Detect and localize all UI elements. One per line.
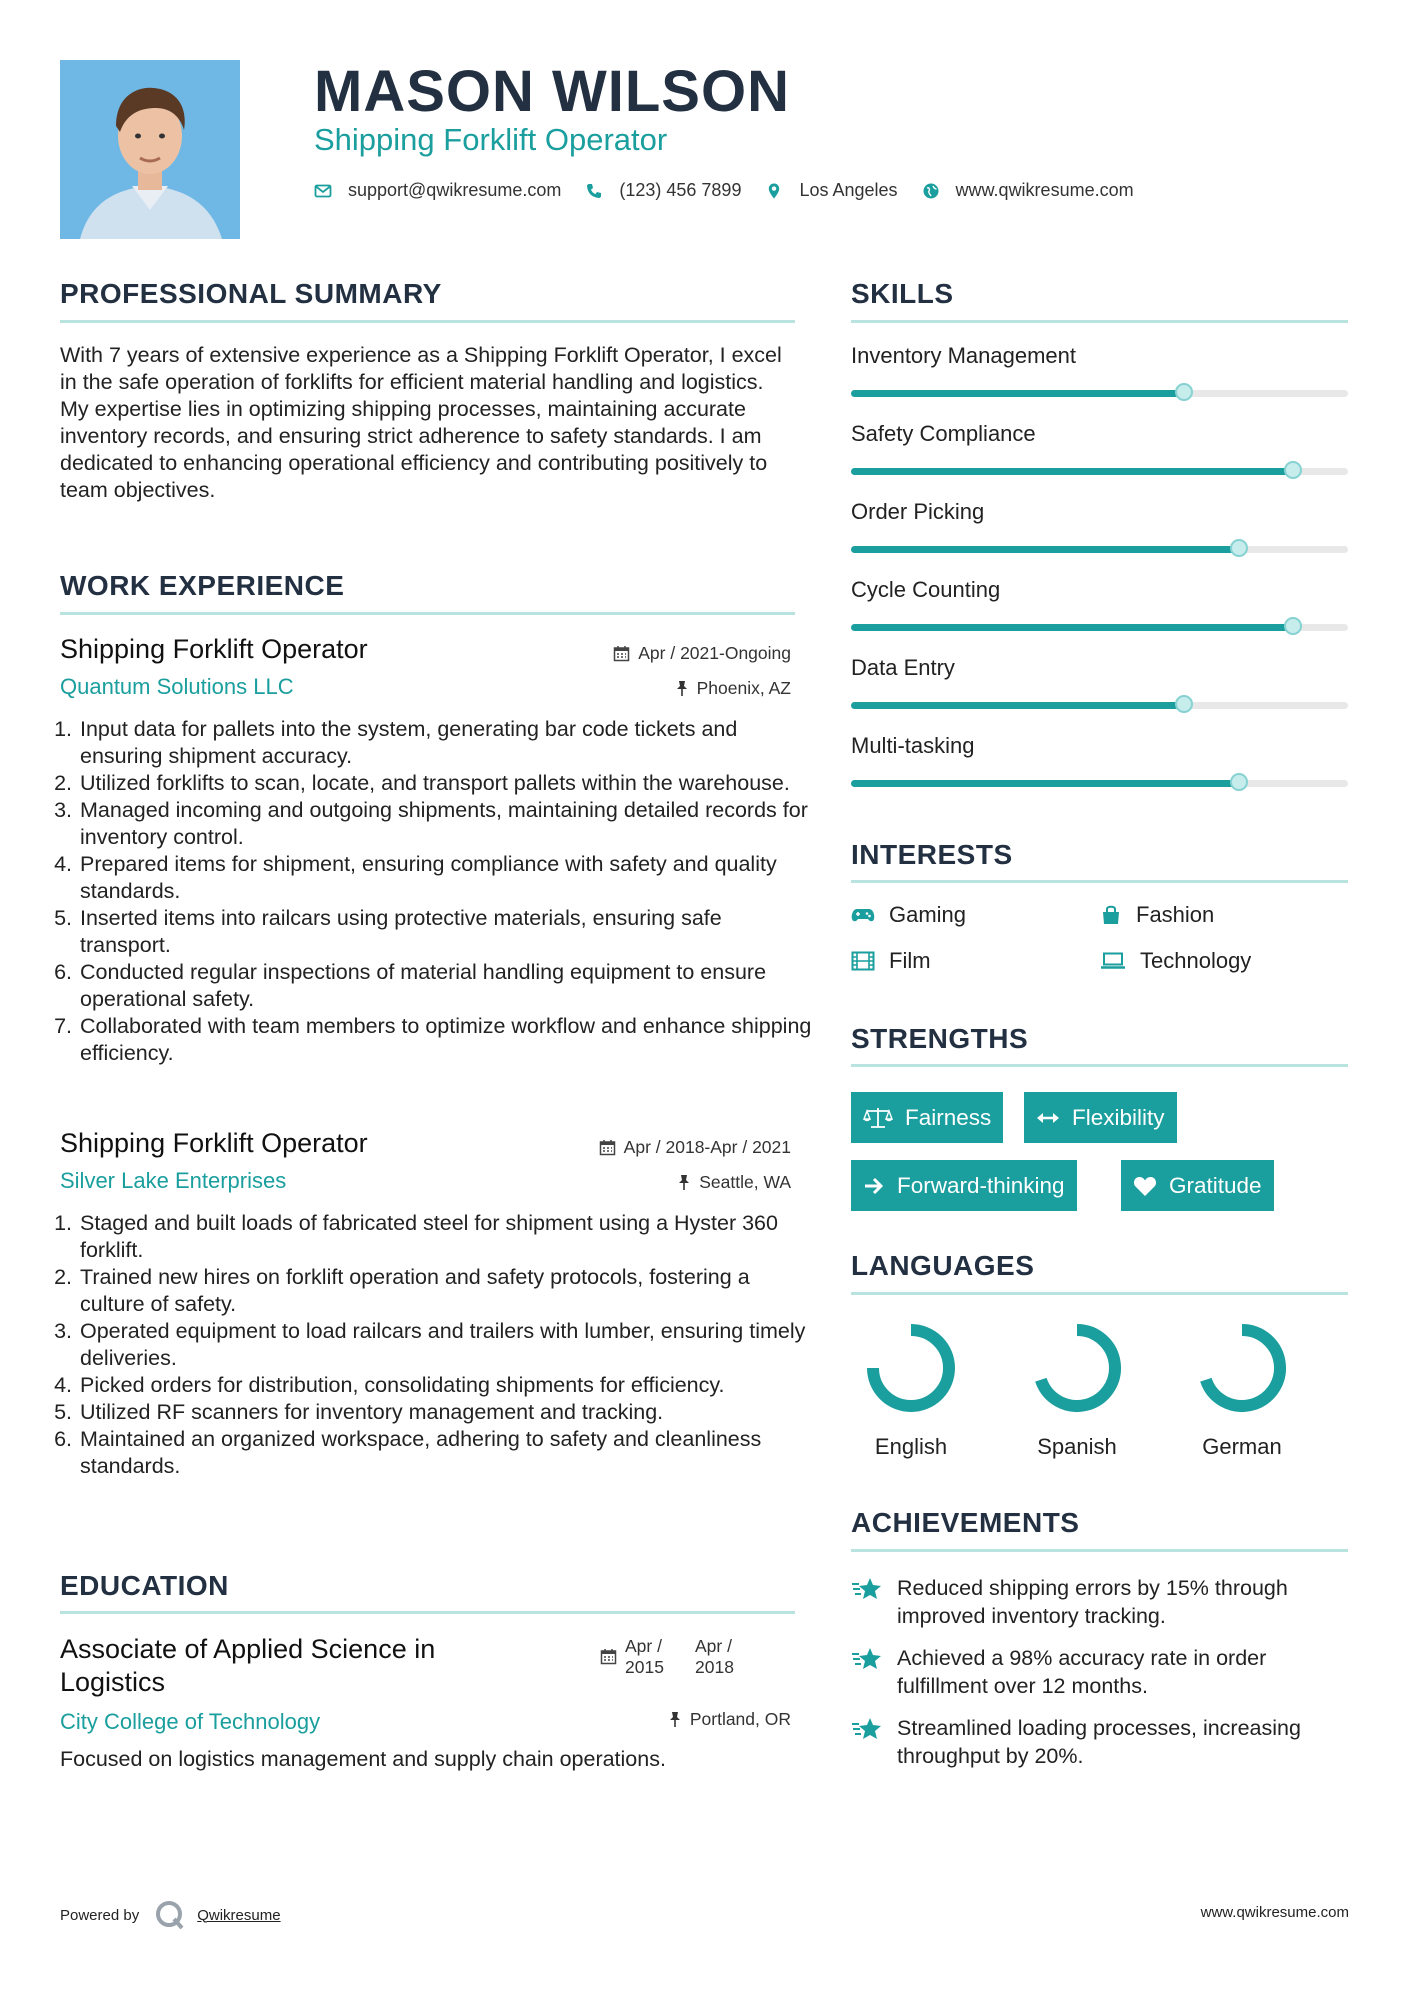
candidate-title: Shipping Forklift Operator bbox=[314, 122, 668, 157]
map-pin-icon bbox=[765, 182, 783, 200]
job-1-company: Quantum Solutions LLC bbox=[60, 674, 294, 699]
skill-bar-fill bbox=[851, 702, 1184, 709]
languages-heading: LANGUAGES bbox=[851, 1250, 1035, 1281]
skill-label: Safety Compliance bbox=[851, 421, 1036, 446]
shooting-star-icon bbox=[851, 1646, 883, 1672]
job-2-title: Shipping Forklift Operator bbox=[60, 1128, 368, 1158]
language-label: English bbox=[874, 1434, 948, 1459]
interest-label: Film bbox=[889, 948, 931, 973]
strengths-rule bbox=[851, 1064, 1348, 1067]
education-school: City College of Technology bbox=[60, 1709, 321, 1734]
interest-label: Technology bbox=[1140, 948, 1252, 973]
arrow-right-icon bbox=[863, 1176, 885, 1196]
job-2-company: Silver Lake Enterprises bbox=[60, 1168, 287, 1193]
duty-item: 7. Collaborated with team members to optimize workflow and enhance shipping efficiency. bbox=[78, 1013, 818, 1067]
achievements-rule bbox=[851, 1549, 1348, 1552]
skill-label: Inventory Management bbox=[851, 343, 1077, 368]
education-location bbox=[668, 1709, 791, 1730]
skill-label: Data Entry bbox=[851, 655, 955, 680]
job-1-dates-text: Apr / 2021-Ongoing bbox=[638, 643, 791, 663]
duty-item: 3. Operated equipment to load railcars and trailers with lumber, ensuring timely deliveries. bbox=[78, 1318, 818, 1372]
footer-website[interactable]: www.qwikresume.com bbox=[1200, 1904, 1349, 1921]
duty-item: 1. Input data for pallets into the system, generating bar code tickets and ensuring shipment accuracy. bbox=[78, 716, 818, 770]
language-ring bbox=[1192, 1318, 1292, 1418]
job-1-title: Shipping Forklift Operator bbox=[60, 634, 368, 664]
education-degree: Associate of Applied Science in Logistics bbox=[60, 1634, 436, 1697]
experience-rule bbox=[60, 612, 795, 615]
duty-item: 5. Utilized RF scanners for inventory management and tracking. bbox=[78, 1399, 818, 1426]
skills-heading: SKILLS bbox=[851, 278, 954, 309]
education-start-month: Apr / bbox=[625, 1636, 662, 1656]
interest-fashion bbox=[1100, 902, 1214, 928]
avatar-illustration bbox=[60, 60, 240, 239]
education-start bbox=[625, 1636, 677, 1678]
strength-forward-thinking bbox=[851, 1160, 1077, 1211]
strength-gratitude bbox=[1121, 1160, 1274, 1211]
summary-heading: PROFESSIONAL SUMMARY bbox=[60, 278, 442, 309]
summary-rule bbox=[60, 320, 795, 323]
job-2-dates-text: Apr / 2018-Apr / 2021 bbox=[623, 1137, 791, 1157]
envelope-icon bbox=[314, 182, 332, 200]
achievement-text: Streamlined loading processes, increasing throughput by 20%. bbox=[897, 1716, 1301, 1768]
summary-text: With 7 years of extensive experience as a Shipping Forklift Operator, I excel in the safe operation of forklifts for efficient material handling and logistics. My expertise lies in optimizing shipping processes, maintaining accurate inventory records, and ensuring strict adherence to safety standards. I am dedicated to enhancing operational efficiency and contributing positively to team objectives. bbox=[60, 343, 782, 502]
skill-bar-knob bbox=[1284, 461, 1302, 479]
language-ring bbox=[1027, 1318, 1127, 1418]
job-1-dates bbox=[613, 643, 791, 664]
calendar-icon bbox=[599, 1139, 616, 1156]
interest-gaming bbox=[851, 902, 966, 928]
skill-bar bbox=[851, 624, 1348, 631]
skills-rule bbox=[851, 320, 1348, 323]
strength-label: Gratitude bbox=[1169, 1172, 1262, 1198]
education-description: Focused on logistics management and supply chain operations. bbox=[60, 1747, 666, 1771]
duty-item: 4. Prepared items for shipment, ensuring compliance with safety and quality standards. bbox=[78, 851, 818, 905]
phone-icon bbox=[585, 182, 603, 200]
duty-item: 4. Picked orders for distribution, consolidating shipments for efficiency. bbox=[78, 1372, 818, 1399]
job-1-location-text: Phoenix, AZ bbox=[696, 678, 791, 698]
gamepad-icon bbox=[851, 906, 875, 924]
profile-photo bbox=[60, 60, 240, 239]
skill-bar bbox=[851, 702, 1348, 709]
achievement-item bbox=[851, 1644, 1351, 1700]
contact-bar bbox=[314, 180, 1158, 201]
pushpin-icon bbox=[675, 680, 689, 697]
duty-item: 3. Managed incoming and outgoing shipments, maintaining detailed records for inventory control. bbox=[78, 797, 818, 851]
contact-location: Los Angeles bbox=[799, 180, 898, 200]
job-1-location bbox=[675, 678, 791, 699]
language-english bbox=[851, 1318, 971, 1460]
contact-website[interactable]: www.qwikresume.com bbox=[955, 180, 1134, 200]
skill-bar-fill bbox=[851, 624, 1293, 631]
strength-flexibility bbox=[1024, 1092, 1177, 1143]
job-1-duties bbox=[60, 716, 818, 1067]
education-dates bbox=[600, 1636, 755, 1678]
shooting-star-icon bbox=[851, 1716, 883, 1742]
skill-bar-fill bbox=[851, 390, 1184, 397]
languages-rule bbox=[851, 1292, 1348, 1295]
duty-item: 5. Inserted items into railcars using protective materials, ensuring safe transport. bbox=[78, 905, 818, 959]
education-rule bbox=[60, 1611, 795, 1614]
duty-item: 2. Trained new hires on forklift operation and safety protocols, fostering a culture of safety. bbox=[78, 1264, 818, 1318]
skill-bar-fill bbox=[851, 546, 1239, 553]
laptop-icon bbox=[1100, 952, 1126, 970]
language-spanish bbox=[1017, 1318, 1137, 1460]
calendar-icon bbox=[600, 1648, 617, 1665]
interest-label: Gaming bbox=[889, 902, 967, 927]
powered-by-label: Powered by bbox=[60, 1906, 140, 1924]
education-heading: EDUCATION bbox=[60, 1570, 229, 1601]
achievement-text: Reduced shipping errors by 15% through improved inventory tracking. bbox=[897, 1576, 1288, 1628]
shopping-bag-icon bbox=[1100, 904, 1122, 926]
shooting-star-icon bbox=[851, 1576, 883, 1602]
balance-scale-icon bbox=[863, 1106, 893, 1130]
skill-label: Cycle Counting bbox=[851, 577, 1001, 602]
education-location-text: Portland, OR bbox=[689, 1709, 791, 1729]
strengths-heading: STRENGTHS bbox=[851, 1023, 1029, 1054]
achievements-heading: ACHIEVEMENTS bbox=[851, 1507, 1080, 1538]
candidate-name: MASON WILSON bbox=[314, 59, 790, 124]
skill-bar bbox=[851, 546, 1348, 553]
skill-bar-knob bbox=[1175, 695, 1193, 713]
interest-label: Fashion bbox=[1136, 902, 1215, 927]
job-2-duties bbox=[60, 1210, 818, 1480]
skill-label: Multi-tasking bbox=[851, 733, 975, 758]
duty-item: 1. Staged and built loads of fabricated steel for shipment using a Hyster 360 forklift. bbox=[78, 1210, 818, 1264]
job-2-location-text: Seattle, WA bbox=[699, 1172, 791, 1192]
qwikresume-logo-icon bbox=[153, 1898, 187, 1932]
strength-label: Fairness bbox=[905, 1104, 992, 1130]
duty-item: 2. Utilized forklifts to scan, locate, and transport pallets within the warehouse. bbox=[78, 770, 818, 797]
pushpin-icon bbox=[668, 1711, 682, 1728]
globe-icon bbox=[922, 182, 940, 200]
strength-label: Flexibility bbox=[1072, 1104, 1165, 1130]
language-ring bbox=[861, 1318, 961, 1418]
experience-heading: WORK EXPERIENCE bbox=[60, 570, 345, 601]
achievement-text: Achieved a 98% accuracy rate in order fulfillment over 12 months. bbox=[897, 1646, 1267, 1698]
interests-rule bbox=[851, 880, 1348, 883]
contact-email[interactable]: support@qwikresume.com bbox=[348, 180, 562, 200]
education-start-year: 2015 bbox=[625, 1657, 664, 1677]
skill-bar bbox=[851, 780, 1348, 787]
achievement-item bbox=[851, 1714, 1351, 1770]
skill-bar bbox=[851, 468, 1348, 475]
duty-item: 6. Conducted regular inspections of material handling equipment to ensure operational safety. bbox=[78, 959, 818, 1013]
language-label: Spanish bbox=[1037, 1434, 1117, 1459]
pushpin-icon bbox=[677, 1174, 691, 1191]
interest-technology bbox=[1100, 948, 1251, 974]
skill-bar-knob bbox=[1230, 773, 1248, 791]
education-end-year: 2018 bbox=[695, 1657, 734, 1677]
skill-bar-fill bbox=[851, 780, 1239, 787]
strength-fairness bbox=[851, 1092, 1003, 1143]
heart-icon bbox=[1133, 1175, 1157, 1197]
footer-powered-by bbox=[60, 1898, 281, 1932]
skill-bar-knob bbox=[1230, 539, 1248, 557]
job-2-dates bbox=[599, 1137, 791, 1158]
language-label: German bbox=[1202, 1434, 1282, 1459]
qwikresume-link[interactable]: Qwikresume bbox=[197, 1906, 281, 1924]
skill-bar-knob bbox=[1175, 383, 1193, 401]
skill-bar-fill bbox=[851, 468, 1293, 475]
interest-film bbox=[851, 948, 931, 974]
duty-item: 6. Maintained an organized workspace, adhering to safety and cleanliness standards. bbox=[78, 1426, 818, 1480]
skill-label: Order Picking bbox=[851, 499, 985, 524]
interests-heading: INTERESTS bbox=[851, 839, 1013, 870]
arrows-horizontal-icon bbox=[1036, 1111, 1060, 1125]
film-icon bbox=[851, 951, 875, 971]
language-german bbox=[1182, 1318, 1302, 1460]
achievement-item bbox=[851, 1574, 1351, 1630]
skill-bar bbox=[851, 390, 1348, 397]
contact-phone: (123) 456 7899 bbox=[619, 180, 742, 200]
skill-bar-knob bbox=[1284, 617, 1302, 635]
education-end bbox=[695, 1636, 755, 1678]
education-end-month: Apr / bbox=[695, 1636, 732, 1656]
strength-label: Forward-thinking bbox=[897, 1172, 1065, 1198]
job-2-location bbox=[677, 1172, 791, 1193]
calendar-icon bbox=[613, 645, 630, 662]
